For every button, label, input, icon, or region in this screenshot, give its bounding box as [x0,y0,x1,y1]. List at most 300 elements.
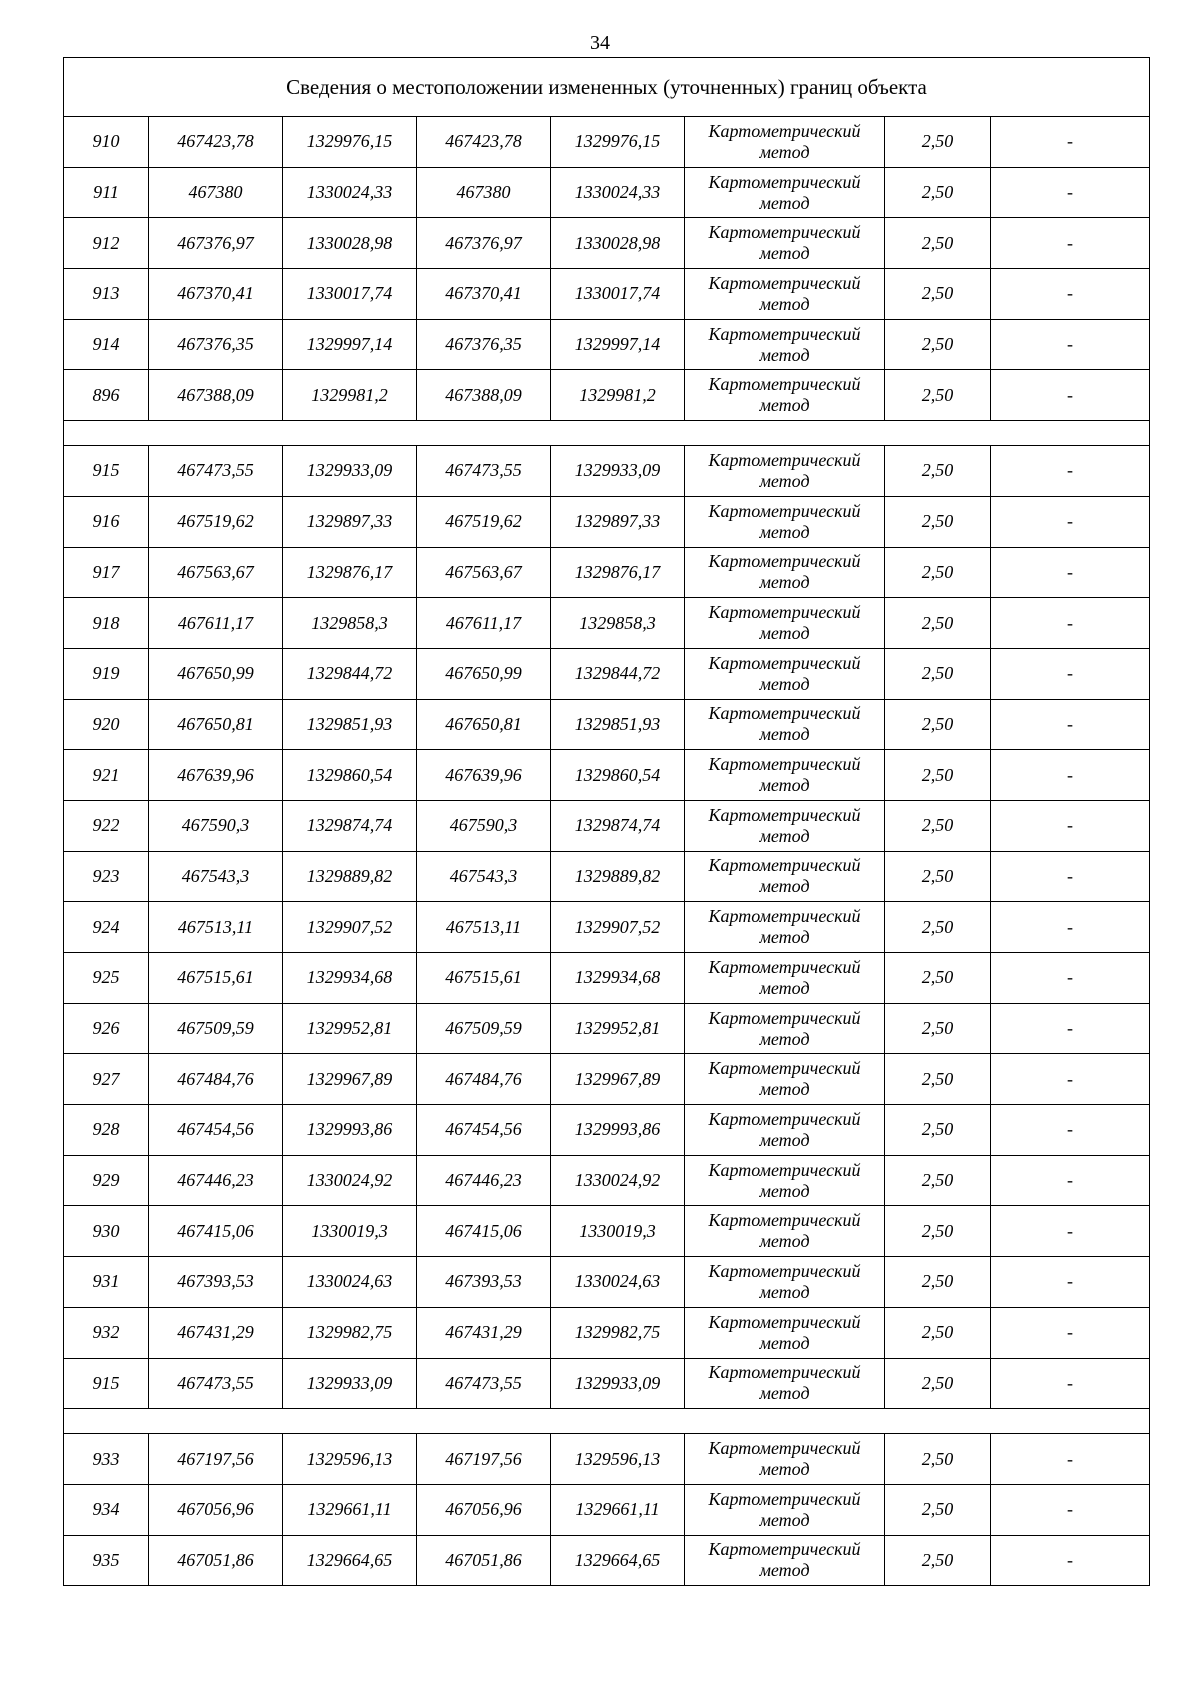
point-number-cell: 923 [64,851,149,902]
table-row [64,1105,1150,1156]
y-existing-cell: 1329661,11 [283,1484,417,1535]
point-number-cell: 922 [64,800,149,851]
table-row [64,800,1150,851]
table-row [64,1535,1150,1586]
y-refined-cell: 1329661,11 [551,1484,685,1535]
method-line-1: Картометрический [708,1362,861,1383]
method-line-2: метод [759,1281,810,1302]
method-line-2: метод [759,1560,810,1581]
method-cell [685,547,885,598]
table-row [64,1003,1150,1054]
y-refined-cell: 1329897,33 [551,496,685,547]
x-refined-cell: 467370,41 [417,269,551,320]
point-number-cell: 910 [64,117,149,168]
y-refined-cell: 1329993,86 [551,1105,685,1156]
method-line-1: Картометрический [708,855,861,876]
y-existing-cell: 1330024,33 [283,167,417,218]
y-existing-cell: 1329993,86 [283,1105,417,1156]
x-refined-cell: 467380 [417,167,551,218]
method-cell [685,370,885,421]
x-existing-cell: 467650,81 [149,699,283,750]
method-line-2: метод [759,470,810,491]
point-number-cell: 896 [64,370,149,421]
method-line-1: Картометрический [708,956,861,977]
method-line-1: Картометрический [708,500,861,521]
y-refined-cell: 1329997,14 [551,319,685,370]
accuracy-cell: 2,50 [885,319,991,370]
description-cell: - [991,167,1150,218]
point-number-cell: 925 [64,953,149,1004]
y-refined-cell: 1329982,75 [551,1307,685,1358]
method-line-1: Картометрический [708,120,861,141]
x-refined-cell: 467650,81 [417,699,551,750]
description-cell: - [991,851,1150,902]
point-number-cell: 933 [64,1434,149,1485]
y-refined-cell: 1329934,68 [551,953,685,1004]
x-existing-cell: 467509,59 [149,1003,283,1054]
description-cell: - [991,1535,1150,1586]
accuracy-cell: 2,50 [885,218,991,269]
point-number-cell: 920 [64,699,149,750]
table-row [64,1484,1150,1535]
table-row [64,1155,1150,1206]
y-refined-cell: 1330024,92 [551,1155,685,1206]
table-row [64,117,1150,168]
accuracy-cell: 2,50 [885,851,991,902]
method-line-2: метод [759,623,810,644]
description-cell: - [991,1434,1150,1485]
method-line-2: метод [759,1332,810,1353]
method-cell [685,117,885,168]
x-existing-cell: 467473,55 [149,1358,283,1409]
point-number-cell: 921 [64,750,149,801]
accuracy-cell: 2,50 [885,1206,991,1257]
method-line-2: метод [759,1383,810,1404]
x-existing-cell: 467393,53 [149,1257,283,1308]
table-row [64,167,1150,218]
method-cell [685,167,885,218]
description-cell: - [991,699,1150,750]
method-cell [685,953,885,1004]
method-line-2: метод [759,293,810,314]
method-cell [685,1054,885,1105]
y-refined-cell: 1329874,74 [551,800,685,851]
table-row [64,902,1150,953]
point-number-cell: 917 [64,547,149,598]
method-line-1: Картометрический [708,1058,861,1079]
contour-separator-row [64,1409,1150,1434]
x-existing-cell: 467380 [149,167,283,218]
y-existing-cell: 1329874,74 [283,800,417,851]
description-cell: - [991,1358,1150,1409]
method-cell [685,446,885,497]
accuracy-cell: 2,50 [885,953,991,1004]
description-cell: - [991,269,1150,320]
x-refined-cell: 467509,59 [417,1003,551,1054]
method-cell [685,1257,885,1308]
x-existing-cell: 467388,09 [149,370,283,421]
method-line-1: Картометрический [708,1488,861,1509]
y-existing-cell: 1330024,63 [283,1257,417,1308]
method-line-1: Картометрический [708,551,861,572]
x-refined-cell: 467393,53 [417,1257,551,1308]
y-refined-cell: 1329889,82 [551,851,685,902]
method-cell [685,218,885,269]
table-title-row [64,58,1150,117]
method-line-1: Картометрический [708,1438,861,1459]
table-row [64,269,1150,320]
point-number-cell: 928 [64,1105,149,1156]
x-existing-cell: 467056,96 [149,1484,283,1535]
y-existing-cell: 1329967,89 [283,1054,417,1105]
method-line-2: метод [759,775,810,796]
y-existing-cell: 1329844,72 [283,648,417,699]
description-cell: - [991,800,1150,851]
method-line-1: Картометрический [708,1260,861,1281]
x-refined-cell: 467446,23 [417,1155,551,1206]
method-line-1: Картометрический [708,222,861,243]
x-refined-cell: 467454,56 [417,1105,551,1156]
x-refined-cell: 467376,35 [417,319,551,370]
x-refined-cell: 467051,86 [417,1535,551,1586]
method-line-2: метод [759,395,810,416]
x-existing-cell: 467639,96 [149,750,283,801]
x-refined-cell: 467388,09 [417,370,551,421]
y-refined-cell: 1330024,33 [551,167,685,218]
y-existing-cell: 1329981,2 [283,370,417,421]
accuracy-cell: 2,50 [885,648,991,699]
y-existing-cell: 1329934,68 [283,953,417,1004]
accuracy-cell: 2,50 [885,496,991,547]
y-refined-cell: 1329664,65 [551,1535,685,1586]
y-refined-cell: 1330017,74 [551,269,685,320]
point-number-cell: 913 [64,269,149,320]
method-line-2: метод [759,243,810,264]
table-row [64,1206,1150,1257]
table-row [64,496,1150,547]
method-cell [685,1484,885,1535]
method-line-1: Картометрический [708,1108,861,1129]
table-row [64,699,1150,750]
description-cell: - [991,1003,1150,1054]
table-row [64,218,1150,269]
accuracy-cell: 2,50 [885,167,991,218]
y-existing-cell: 1329876,17 [283,547,417,598]
x-existing-cell: 467563,67 [149,547,283,598]
x-existing-cell: 467415,06 [149,1206,283,1257]
method-line-1: Картометрический [708,1311,861,1332]
y-refined-cell: 1329907,52 [551,902,685,953]
method-line-1: Картометрический [708,754,861,775]
table-row [64,319,1150,370]
description-cell: - [991,953,1150,1004]
x-refined-cell: 467563,67 [417,547,551,598]
method-cell [685,1358,885,1409]
table-row [64,1358,1150,1409]
method-line-1: Картометрический [708,171,861,192]
x-refined-cell: 467590,3 [417,800,551,851]
point-number-cell: 911 [64,167,149,218]
table-row [64,1434,1150,1485]
method-line-2: метод [759,572,810,593]
method-cell [685,800,885,851]
method-cell [685,851,885,902]
description-cell: - [991,1257,1150,1308]
point-number-cell: 932 [64,1307,149,1358]
accuracy-cell: 2,50 [885,370,991,421]
contour-separator-row [64,421,1150,446]
boundary-coordinates-table [63,57,1150,1586]
accuracy-cell: 2,50 [885,1054,991,1105]
point-number-cell: 929 [64,1155,149,1206]
description-cell: - [991,750,1150,801]
point-number-cell: 930 [64,1206,149,1257]
table-row [64,547,1150,598]
point-number-cell: 931 [64,1257,149,1308]
y-existing-cell: 1329664,65 [283,1535,417,1586]
method-line-1: Картометрический [708,1539,861,1560]
point-number-cell: 919 [64,648,149,699]
method-line-1: Картометрический [708,652,861,673]
point-number-cell: 935 [64,1535,149,1586]
table-row [64,1307,1150,1358]
method-cell [685,1206,885,1257]
x-refined-cell: 467473,55 [417,1358,551,1409]
x-existing-cell: 467650,99 [149,648,283,699]
y-refined-cell: 1329976,15 [551,117,685,168]
y-existing-cell: 1329858,3 [283,598,417,649]
method-cell [685,1003,885,1054]
method-line-1: Картометрический [708,703,861,724]
x-refined-cell: 467515,61 [417,953,551,1004]
y-existing-cell: 1330019,3 [283,1206,417,1257]
y-refined-cell: 1329933,09 [551,446,685,497]
method-line-1: Картометрический [708,906,861,927]
x-existing-cell: 467051,86 [149,1535,283,1586]
point-number-cell: 915 [64,446,149,497]
table-row [64,953,1150,1004]
method-line-1: Картометрический [708,804,861,825]
description-cell: - [991,598,1150,649]
x-refined-cell: 467415,06 [417,1206,551,1257]
x-existing-cell: 467519,62 [149,496,283,547]
method-line-2: метод [759,1079,810,1100]
x-existing-cell: 467484,76 [149,1054,283,1105]
method-line-2: метод [759,977,810,998]
x-existing-cell: 467473,55 [149,446,283,497]
method-cell [685,1155,885,1206]
y-existing-cell: 1329933,09 [283,446,417,497]
x-refined-cell: 467650,99 [417,648,551,699]
y-refined-cell: 1329860,54 [551,750,685,801]
description-cell: - [991,319,1150,370]
y-existing-cell: 1329889,82 [283,851,417,902]
method-line-2: метод [759,1180,810,1201]
accuracy-cell: 2,50 [885,1484,991,1535]
accuracy-cell: 2,50 [885,750,991,801]
table-title: Сведения о местоположении измененных (уточненных) границ объекта [64,58,1150,117]
point-number-cell: 915 [64,1358,149,1409]
contour-separator-cell [64,421,1150,446]
accuracy-cell: 2,50 [885,699,991,750]
x-refined-cell: 467376,97 [417,218,551,269]
table-row [64,750,1150,801]
method-line-1: Картометрический [708,1007,861,1028]
x-existing-cell: 467446,23 [149,1155,283,1206]
y-existing-cell: 1330017,74 [283,269,417,320]
method-line-1: Картометрический [708,374,861,395]
y-existing-cell: 1329897,33 [283,496,417,547]
description-cell: - [991,496,1150,547]
description-cell: - [991,117,1150,168]
method-cell [685,1434,885,1485]
accuracy-cell: 2,50 [885,1003,991,1054]
method-line-2: метод [759,344,810,365]
description-cell: - [991,547,1150,598]
description-cell: - [991,648,1150,699]
y-refined-cell: 1330024,63 [551,1257,685,1308]
accuracy-cell: 2,50 [885,1105,991,1156]
table-row [64,446,1150,497]
accuracy-cell: 2,50 [885,1535,991,1586]
table-row [64,370,1150,421]
point-number-cell: 924 [64,902,149,953]
x-refined-cell: 467484,76 [417,1054,551,1105]
x-existing-cell: 467515,61 [149,953,283,1004]
method-cell [685,1307,885,1358]
method-cell [685,1105,885,1156]
x-refined-cell: 467639,96 [417,750,551,801]
table-row [64,851,1150,902]
y-existing-cell: 1329851,93 [283,699,417,750]
method-line-2: метод [759,927,810,948]
method-cell [685,1535,885,1586]
description-cell: - [991,446,1150,497]
y-existing-cell: 1329976,15 [283,117,417,168]
point-number-cell: 912 [64,218,149,269]
x-existing-cell: 467513,11 [149,902,283,953]
contour-separator-cell [64,1409,1150,1434]
x-refined-cell: 467513,11 [417,902,551,953]
y-existing-cell: 1330024,92 [283,1155,417,1206]
x-existing-cell: 467423,78 [149,117,283,168]
x-refined-cell: 467056,96 [417,1484,551,1535]
method-cell [685,648,885,699]
x-existing-cell: 467543,3 [149,851,283,902]
description-cell: - [991,1206,1150,1257]
y-refined-cell: 1329967,89 [551,1054,685,1105]
method-cell [685,269,885,320]
y-refined-cell: 1329596,13 [551,1434,685,1485]
table-row [64,1257,1150,1308]
point-number-cell: 916 [64,496,149,547]
description-cell: - [991,1155,1150,1206]
point-number-cell: 914 [64,319,149,370]
accuracy-cell: 2,50 [885,800,991,851]
x-existing-cell: 467197,56 [149,1434,283,1485]
y-refined-cell: 1329858,3 [551,598,685,649]
method-line-2: метод [759,673,810,694]
method-line-2: метод [759,1129,810,1150]
y-refined-cell: 1330028,98 [551,218,685,269]
y-existing-cell: 1329952,81 [283,1003,417,1054]
accuracy-cell: 2,50 [885,117,991,168]
x-existing-cell: 467590,3 [149,800,283,851]
y-refined-cell: 1329876,17 [551,547,685,598]
accuracy-cell: 2,50 [885,269,991,320]
method-line-2: метод [759,1459,810,1480]
y-existing-cell: 1329933,09 [283,1358,417,1409]
method-cell [685,902,885,953]
x-existing-cell: 467431,29 [149,1307,283,1358]
x-refined-cell: 467423,78 [417,117,551,168]
method-line-1: Картометрический [708,1210,861,1231]
description-cell: - [991,1054,1150,1105]
method-line-2: метод [759,724,810,745]
point-number-cell: 918 [64,598,149,649]
method-line-2: метод [759,141,810,162]
accuracy-cell: 2,50 [885,1434,991,1485]
x-refined-cell: 467543,3 [417,851,551,902]
accuracy-cell: 2,50 [885,1307,991,1358]
point-number-cell: 927 [64,1054,149,1105]
method-cell [685,319,885,370]
x-refined-cell: 467473,55 [417,446,551,497]
y-existing-cell: 1329860,54 [283,750,417,801]
method-line-1: Картометрический [708,602,861,623]
y-existing-cell: 1329997,14 [283,319,417,370]
table-row [64,1054,1150,1105]
method-cell [685,598,885,649]
point-number-cell: 934 [64,1484,149,1535]
description-cell: - [991,370,1150,421]
method-line-2: метод [759,876,810,897]
accuracy-cell: 2,50 [885,902,991,953]
x-refined-cell: 467611,17 [417,598,551,649]
y-existing-cell: 1329982,75 [283,1307,417,1358]
accuracy-cell: 2,50 [885,1155,991,1206]
description-cell: - [991,1484,1150,1535]
method-cell [685,750,885,801]
method-cell [685,699,885,750]
method-line-2: метод [759,1231,810,1252]
method-cell [685,496,885,547]
page-number: 34 [590,32,610,54]
accuracy-cell: 2,50 [885,547,991,598]
y-refined-cell: 1329844,72 [551,648,685,699]
y-refined-cell: 1329933,09 [551,1358,685,1409]
method-line-1: Картометрический [708,323,861,344]
x-existing-cell: 467370,41 [149,269,283,320]
y-existing-cell: 1329596,13 [283,1434,417,1485]
description-cell: - [991,1307,1150,1358]
y-refined-cell: 1329981,2 [551,370,685,421]
method-line-2: метод [759,192,810,213]
accuracy-cell: 2,50 [885,446,991,497]
x-existing-cell: 467376,35 [149,319,283,370]
method-line-1: Картометрический [708,272,861,293]
x-existing-cell: 467454,56 [149,1105,283,1156]
table-row [64,648,1150,699]
method-line-2: метод [759,825,810,846]
y-existing-cell: 1329907,52 [283,902,417,953]
accuracy-cell: 2,50 [885,1257,991,1308]
y-refined-cell: 1329851,93 [551,699,685,750]
method-line-1: Картометрический [708,1159,861,1180]
x-refined-cell: 467197,56 [417,1434,551,1485]
y-refined-cell: 1329952,81 [551,1003,685,1054]
point-number-cell: 926 [64,1003,149,1054]
